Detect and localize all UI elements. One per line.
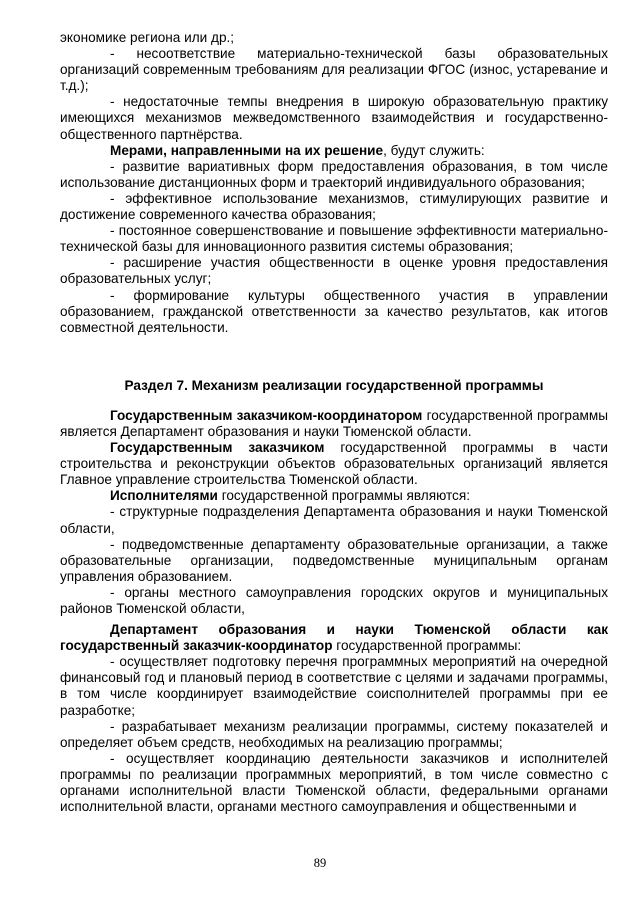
list-item: - несоответствие материально-технической базы образовательных организаций современным требованиям для реализации ФГОС (износ, устаревание и т.д.); <box>60 46 608 94</box>
list-item: - структурные подразделения Департамента образования и науки Тюменской области, <box>60 504 608 536</box>
bold-phrase: Исполнителями <box>110 488 218 504</box>
list-item: - подведомственные департаменту образовательные организации, а также образовательные организации, подведомственные муниципальным органам управления образованием. <box>60 536 608 584</box>
text-span: , будут служить: <box>383 142 485 158</box>
list-item: - расширение участия общественности в оценке уровня предоставления образовательных услуг; <box>60 255 608 287</box>
list-item: - осуществляет координацию деятельности заказчиков и исполнителей программы по реализации программных мероприятий, в том числе совместно с органами исполнительной власти Тюменской области, федеральными органами исполнительной власти, органами местного самоуправления и общественными и <box>60 750 608 815</box>
bold-phrase: Мерами, направленными на их решение <box>110 142 384 158</box>
text-span: государственной программы: <box>332 638 522 654</box>
list-item: - эффективное использование механизмов, стимулирующих развитие и достижение современного качества образования; <box>60 190 608 223</box>
bold-phrase: Государственным заказчиком-координатором <box>110 407 423 423</box>
paragraph <box>60 622 608 654</box>
paragraph <box>60 440 608 488</box>
list-item: - развитие вариативных форм предоставления образования, в том числе использование дистанционных форм и траекторий индивидуального образования; <box>60 158 608 190</box>
section-heading: Раздел 7. Механизм реализации государственной программы <box>124 377 544 393</box>
page-number: 89 <box>313 856 327 870</box>
list-item: - разрабатывает механизм реализации программы, систему показателей и определяет объем средств, необходимых на реализацию программы; <box>60 718 608 750</box>
list-item: - недостаточные темпы внедрения в широкую образовательную практику имеющихся механизмов межведомственного взаимодействия и государственно-общественного партнёрства. <box>60 94 608 142</box>
bold-phrase: Департамент образования и науки Тюменской области как государственный заказчик-координатор <box>60 622 608 654</box>
text-span: государственной программы являются: <box>217 488 470 504</box>
paragraph <box>60 408 608 440</box>
list-item: - осуществляет подготовку перечня программных мероприятий на очередной финансовый год и плановый период в соответствие с целями и задачами программы, в том числе координирует взаимодействие соисполнителей программы при ее разработке; <box>60 654 608 718</box>
paragraph <box>60 488 608 504</box>
list-item: - формирование культуры общественного участия в управлении образованием, гражданской ответственности за качество результатов, как итогов совместной деятельности. <box>60 287 608 335</box>
bold-phrase: Государственным заказчиком <box>110 440 325 456</box>
text-line: экономике региона или др.; <box>60 30 235 45</box>
document-page <box>60 0 608 815</box>
list-item: - органы местного самоуправления городских округов и муниципальных районов Тюменской области, <box>60 584 608 616</box>
text-span: государственной программы является Департамент образования и науки Тюменской области. <box>60 407 609 439</box>
measures-intro <box>60 143 608 159</box>
text-span: государственной программы в части строительства и реконструкции объектов образовательных организаций является Главное управление строительства Тюменской области. <box>60 440 608 488</box>
list-item: - постоянное совершенствование и повышение эффективности материально-технической базы для инновационного развития системы образования; <box>60 223 608 255</box>
